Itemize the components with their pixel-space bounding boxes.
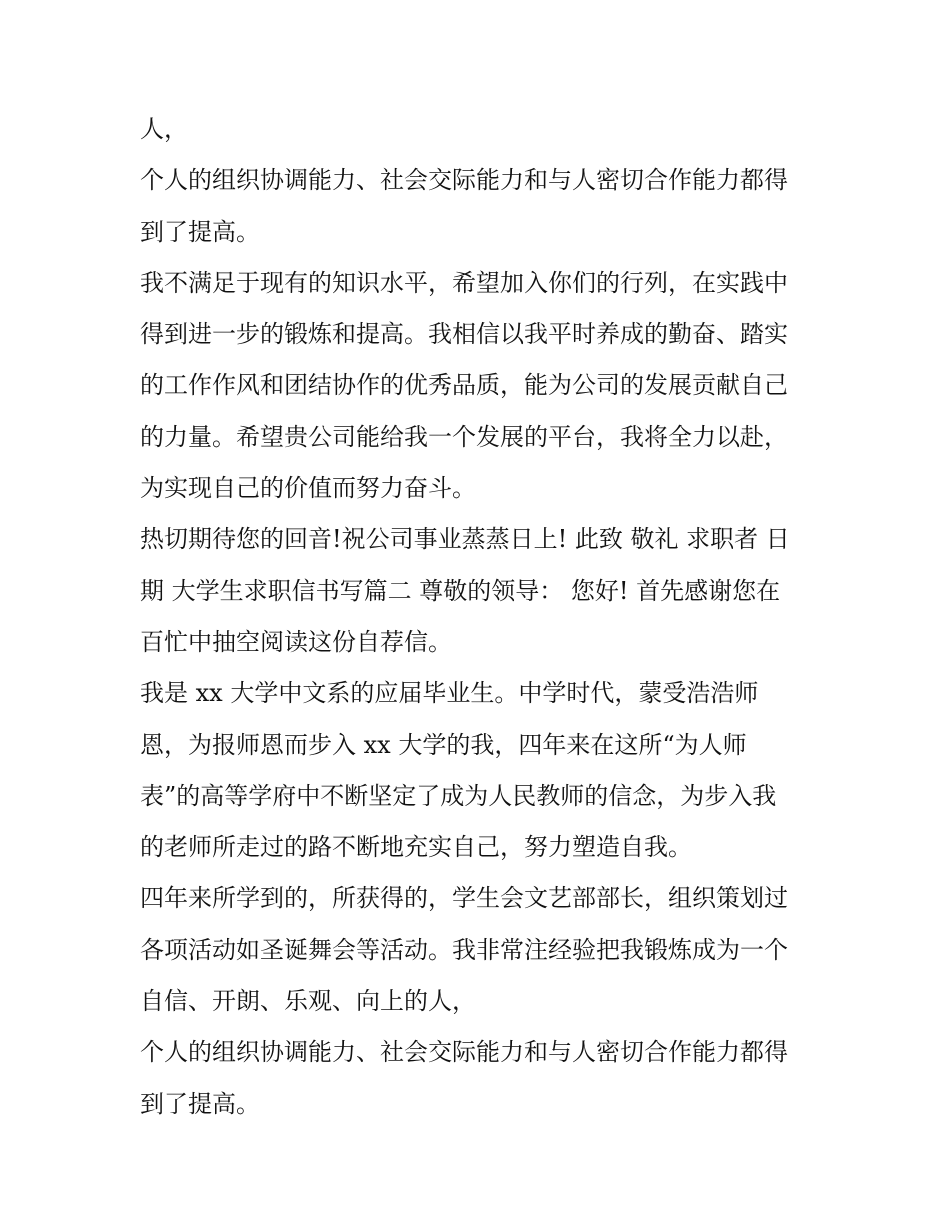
text-line: 我不满足于现有的知识水平，希望加入你们的行列，在实践中 xyxy=(140,268,788,297)
text-line: 热切期待您的回音!祝公司事业蒸蒸日上! 此致 敬礼 求职者 日 xyxy=(140,525,790,554)
text-line: 百忙中抽空阅读这份自荐信。 xyxy=(140,627,452,656)
text-line: 自信、开朗、乐观、向上的人， xyxy=(140,987,476,1016)
text-line: 得到进一步的锻炼和提高。我相信以我平时养成的勤奋、踏实 xyxy=(140,320,788,349)
text-line: 人， xyxy=(140,115,188,143)
text-line: 期 大学生求职信书写篇二 尊敬的领导： 您好! 首先感谢您在 xyxy=(140,576,781,605)
text-line: 到了提高。 xyxy=(140,1089,260,1118)
text-line: 到了提高。 xyxy=(140,217,260,246)
text-line: 我是 xx 大学中文系的应届毕业生。中学时代，蒙受浩浩师 xyxy=(140,679,759,708)
text-line: 各项活动如圣诞舞会等活动。我非常注经验把我锻炼成为一个 xyxy=(140,935,788,964)
text-line: 四年来所学到的，所获得的，学生会文艺部部长，组织策划过 xyxy=(140,884,788,913)
text-line: 的老师所走过的路不断地充实自己，努力塑造自我。 xyxy=(140,833,692,862)
text-line: 个人的组织协调能力、社会交际能力和与人密切合作能力都得 xyxy=(140,166,788,195)
text-line: 的力量。希望贵公司能给我一个发展的平台，我将全力以赴， xyxy=(140,422,788,451)
text-line: 表”的高等学府中不断坚定了成为人民教师的信念，为步入我 xyxy=(140,781,777,810)
text-line: 的工作作风和团结协作的优秀品质，能为公司的发展贡献自己 xyxy=(140,371,788,400)
text-line: 恩，为报师恩而步入 xx 大学的我，四年来在这所“为人师 xyxy=(140,730,747,759)
text-line: 为实现自己的价值而努力奋斗。 xyxy=(140,474,476,503)
text-line: 个人的组织协调能力、社会交际能力和与人密切合作能力都得 xyxy=(140,1038,788,1067)
body-text xyxy=(140,104,820,1130)
